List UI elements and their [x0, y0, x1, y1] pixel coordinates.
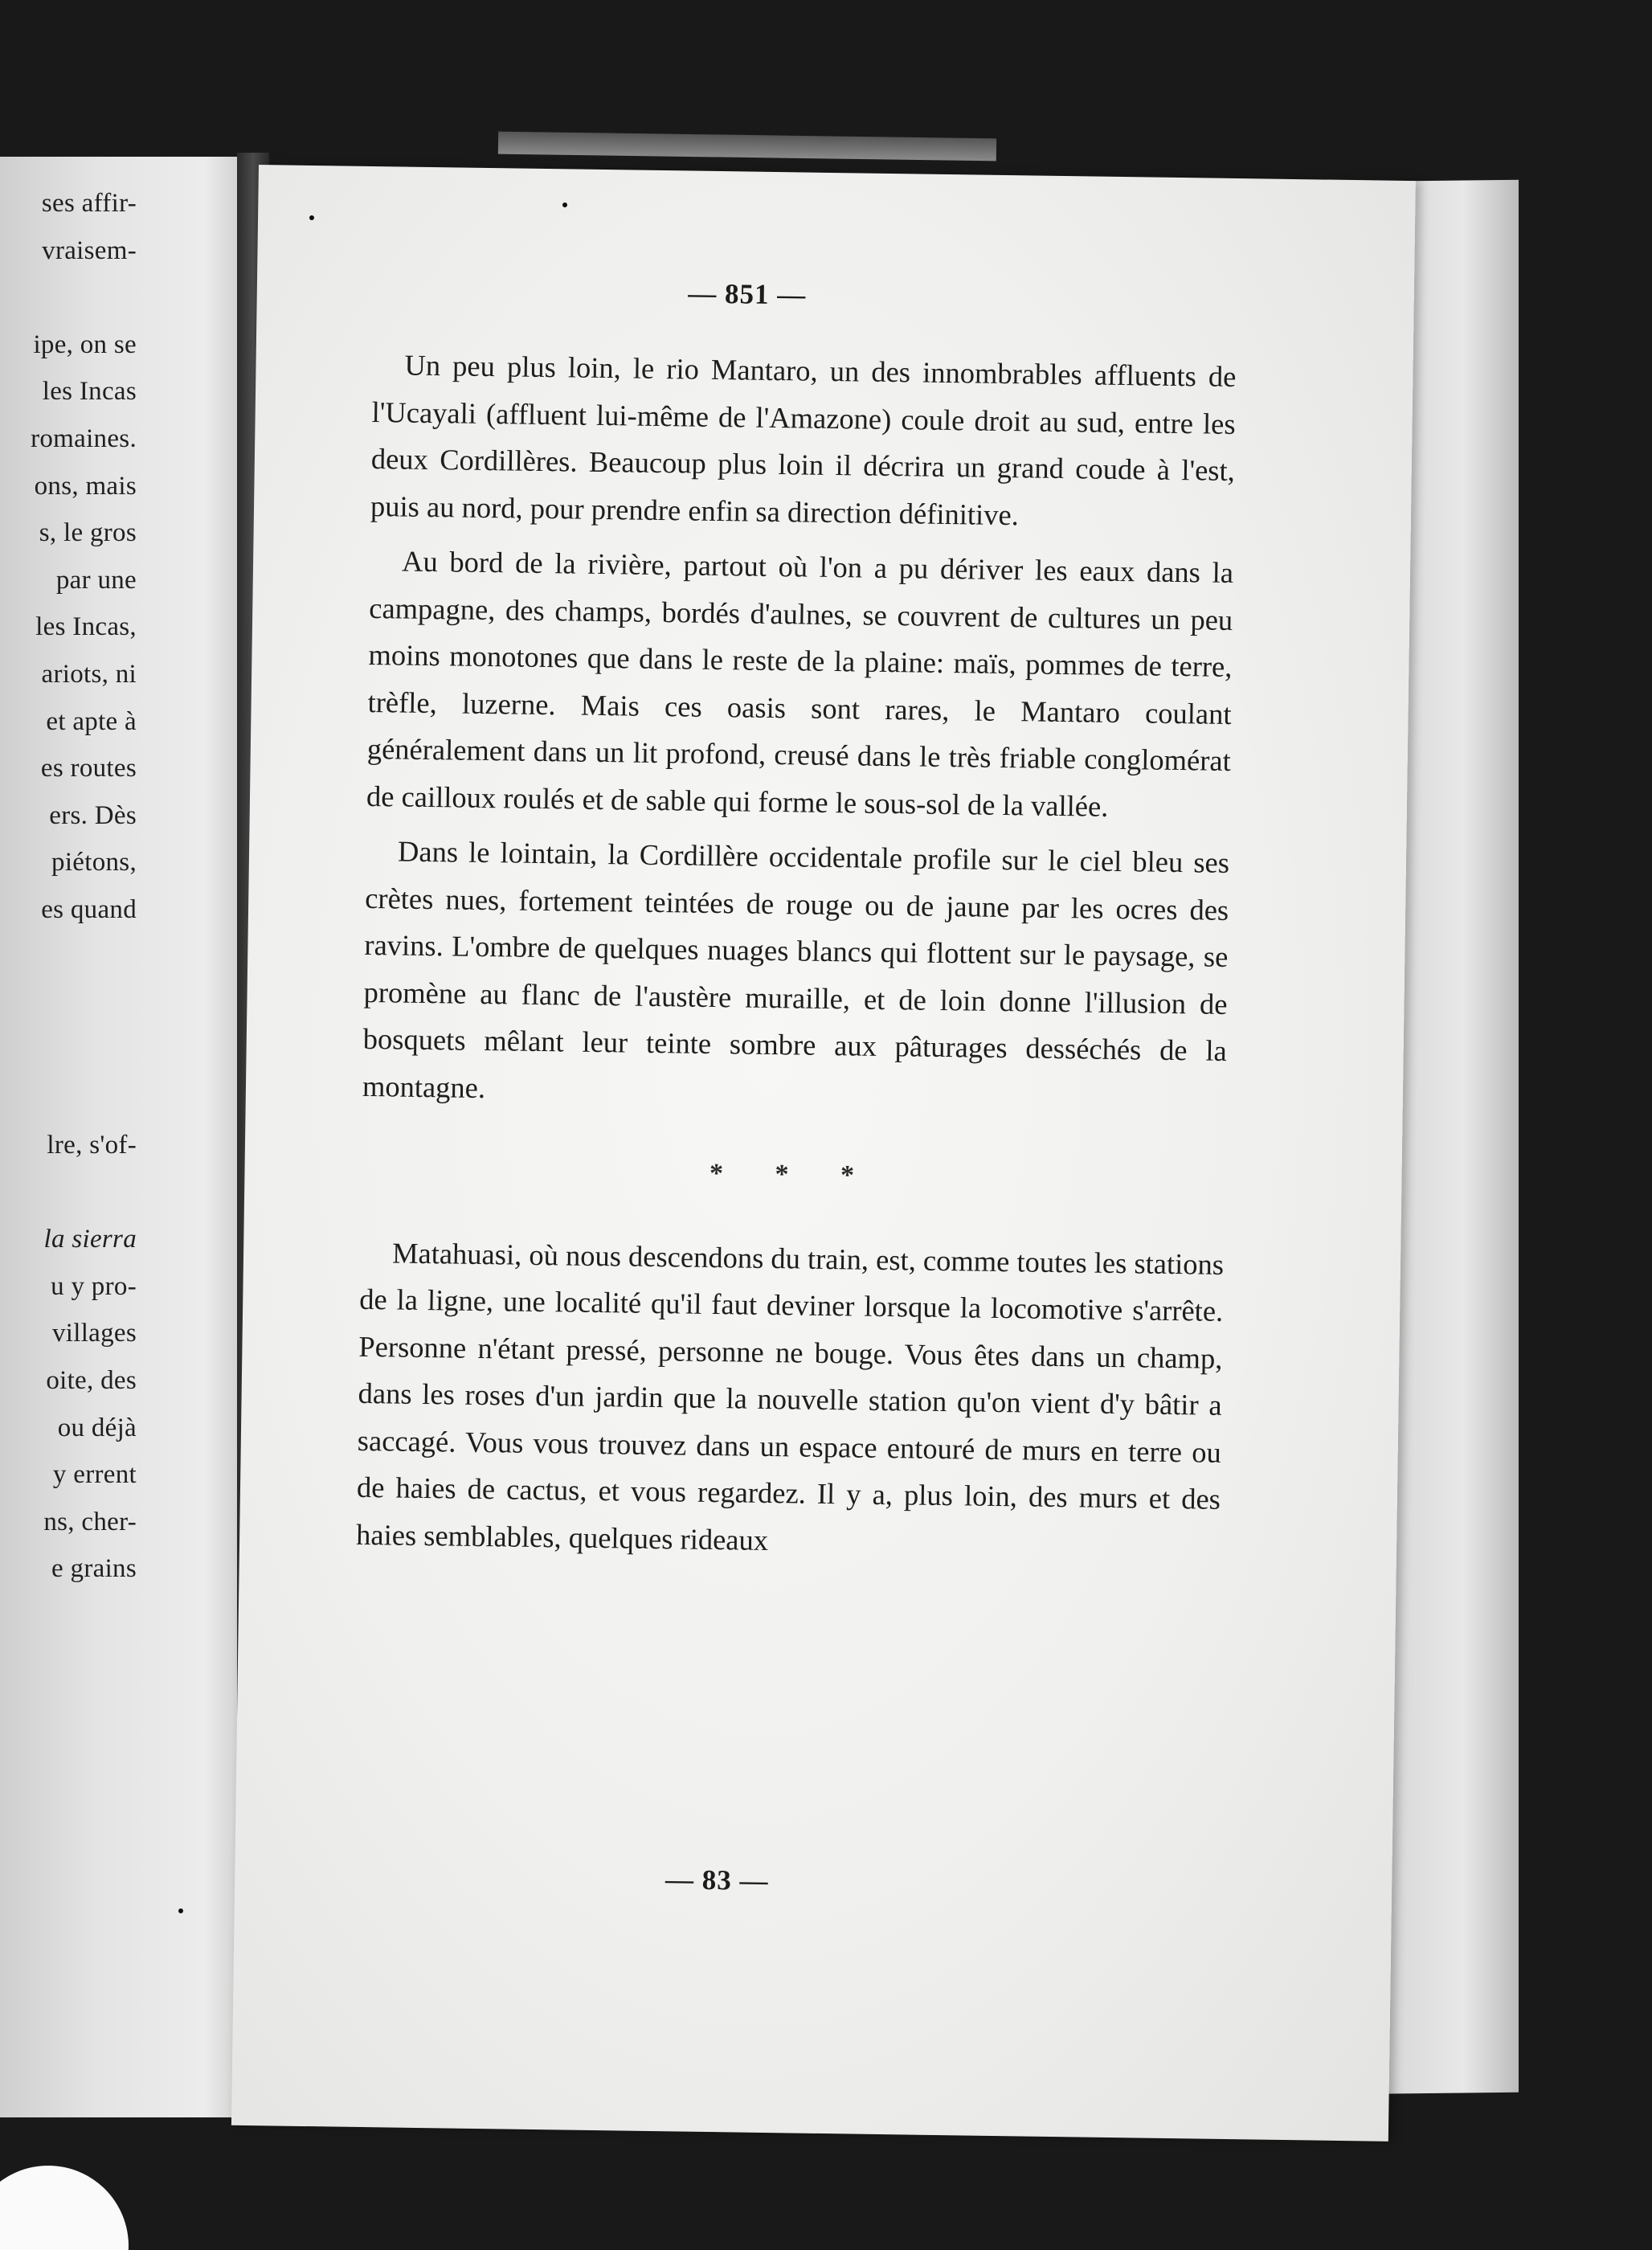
page-top-edge: [498, 132, 996, 162]
right-page: [231, 165, 1416, 2142]
left-page-line: ipe, on se: [33, 329, 137, 359]
left-page-line: ariots, ni: [41, 660, 137, 689]
left-page-line: s, le gros: [39, 518, 137, 548]
body-text: [356, 342, 1237, 1570]
paragraph-2: Au bord de la rivière, partout où l'on a pu dériver les eaux dans la campagne, des champs, bordés d'aulnes, se couvrent de cultures un peu moins monotones que dans le reste de la plaine: maïs, pommes de terre, trèfle, luzerne. Mais ces oasis sont rares, le Mantaro coulant généralement dans un lit profond, creusé dans le très friable conglomérat de cailloux roulés et de sable qui forme le sous-sol de la vallée.: [366, 544, 1234, 823]
left-page-line: la sierra: [43, 1225, 137, 1254]
left-page-line: es routes: [40, 754, 137, 783]
left-page-line: ou déjà: [57, 1413, 137, 1442]
paragraph-4: Matahuasi, où nous descendons du train, est, comme toutes les stations de la ligne, une localité qu'il faut deviner lorsque la locomotive s'arrête. Personne n'étant pressé, personne ne bouge. Vous êtes dans un champ, dans les roses d'un jardin que la nouvelle station qu'on vient d'y bâtir a saccagé. Vous vous trouvez dans un espace entouré de murs en terre ou de haies de cactus, et vous regardez. Il y a, plus loin, des murs et des haies semblables, quelques rideaux: [355, 1235, 1225, 1557]
section-separator: * * *: [709, 1158, 877, 1191]
left-page-line: piétons,: [51, 848, 137, 878]
left-page-line: oite, des: [46, 1366, 137, 1395]
speck: [562, 202, 567, 207]
left-page-line: les Incas: [42, 377, 137, 407]
left-page-line: par une: [55, 565, 137, 595]
left-page-line: es quand: [41, 895, 137, 924]
speck: [309, 215, 314, 220]
running-page-number: — 851 —: [688, 277, 807, 311]
left-page-line: y errent: [52, 1460, 137, 1490]
speck: [178, 1908, 183, 1913]
left-page-line: u y pro-: [51, 1271, 137, 1301]
left-page-line: villages: [51, 1319, 137, 1348]
left-page-line: vraisem-: [42, 235, 137, 265]
left-page-line: lre, s'of-: [47, 1131, 137, 1160]
left-page-line: e grains: [51, 1554, 137, 1584]
left-page-line: ers. Dès: [49, 800, 137, 830]
paragraph-3: Dans le lointain, la Cordillère occidentale profile sur le ciel bleu ses crètes nues, fortement teintées de rouge ou de jaune par les ocres des ravins. L'ombre de quelques nuages blancs qui flottent sur le paysage, se promène au flanc de l'austère muraille, et de loin donne l'illusion de bosquets mêlant leur teinte sombre aux pâturages desséchés de la montagne.: [362, 834, 1230, 1104]
paragraph-1: Un peu plus loin, le rio Mantaro, un des innombrables affluents de l'Ucayali (affluent lui-même de l'Amazone) coule droit au sud, entre les deux Cordillères. Beaucoup plus loin il décrira un grand coude à l'est, puis au nord, pour prendre enfin sa direction définitive.: [370, 348, 1237, 531]
left-page-line: et apte à: [46, 706, 137, 736]
left-page: [0, 157, 241, 2117]
scan-artifact: [0, 2166, 129, 2250]
left-page-line: les Incas,: [35, 612, 137, 642]
left-page-line: romaines.: [31, 424, 137, 453]
page-folio: — 83 —: [664, 1863, 769, 1897]
left-page-line: ses affir-: [41, 189, 137, 218]
left-page-line: ns, cher-: [43, 1507, 137, 1536]
left-page-line: ons, mais: [34, 471, 137, 501]
